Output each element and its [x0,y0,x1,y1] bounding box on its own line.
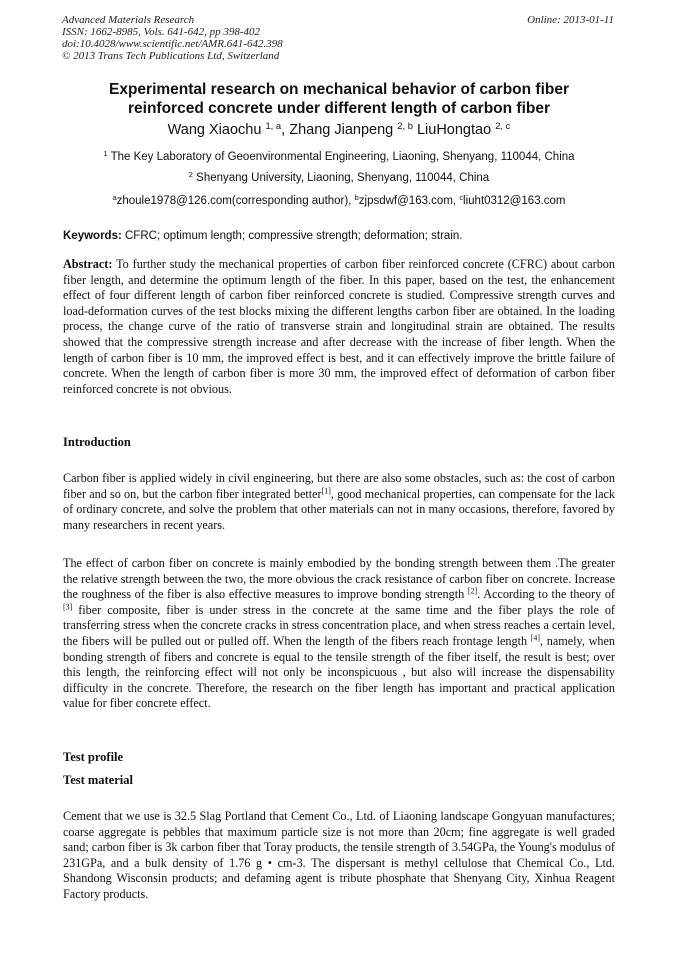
keywords-text: CFRC; optimum length; compressive strength; deformation; strain. [125,230,463,242]
keywords [63,229,615,243]
author-name: Wang Xiaochu [167,122,262,138]
abstract [63,257,615,397]
journal-header [62,14,283,62]
test-material-paragraph: Cement that we use is 32.5 Slag Portland that Cement Co., Ltd. of Liaoning landscape Gongyuan manufactures; coarse aggregate is pebbles that maximum particle size is not more than 20cm; fine aggregate is well graded sand; carbon fiber is 3k carbon fiber that Toray products, the tensile strength of 3.54GPa, the Young's modulus of 231GPa, and a bulk density of 1.76 g • cm-3. The dispersant is methyl cellulose that Chemical Co., Ltd. Shandong Wisconsin products; and defaming agent is tribute phosphate that Shenyang City, Xinhua Reagent Factory products. [63,809,615,901]
citation-ref[interactable]: [4] [530,633,541,643]
abstract-label: Abstract: [63,257,113,271]
author-name: LiuHongtao [416,122,492,138]
author-list [40,121,638,139]
abstract-text: To further study the mechanical properties of carbon fiber reinforced concrete (CFRC) about carbon fiber length, and determine the optimum length of the fiber. In this paper, based on the test, the enhancement effect of four different length of carbon fiber reinforced concrete is studied. Compressive strength curves and load-deformation curves of the test blocks mixing the different lengths carbon fiber are obtained. In the loading process, the change curve of the ratio of transverse strain and longitudinal strain are obtained. The results showed that the compressive strength increase and after decrease with the increase of fiber length. When the length of carbon fiber is 10 mm, the improved effect is best, and it can effectively improve the brittle failure of concrete. When the length of carbon fiber is more 30 mm, the improved effect of deformation of carbon fiber reinforced concrete is not obvious. [63,257,615,396]
issn-line: ISSN: 1662-8985, Vols. 641-642, pp 398-402 [62,26,260,38]
email-sup: b [354,192,359,202]
affiliation-text: Shenyang University, Liaoning, Shenyang, 110044, China [196,172,490,184]
doi-line: doi:10.4028/www.scientific.net/AMR.641-642.398 [62,38,283,50]
affiliation-text: The Key Laboratory of Geoenvironmental Engineering, Liaoning, Shenyang, 110044, China [110,151,575,163]
affiliation-2 [20,171,658,185]
author-sup: 1, a [265,119,282,131]
author-sup: 2, c [495,119,511,131]
title-line-1: Experimental research on mechanical behavior of carbon fiber [109,81,569,98]
author-separator: , [281,122,290,138]
email-address[interactable]: liuht0312@163.com [463,195,566,207]
copyright-line: © 2013 Trans Tech Publications Ltd, Switzerland [62,50,280,62]
intro-paragraph-2 [63,556,615,712]
paragraph-text: , good mechanical properties, can compensate for the lack of ordinary concrete, and solve the problem that other materials can not in many occasions, therefore, favored by many researchers in recent years. [63,486,615,532]
paragraph-text: fiber composite, fiber is under stress in the concrete at the same time and the fiber plays the role of transferring stress when the concrete cracks in stress concentration place, and when stress reaches a certain level, the fibers will be pulled out or pulled off. When the length of the fibers reach frontage length [63,602,615,648]
affiliation-1 [20,150,658,164]
email-sup: c [459,192,464,202]
journal-name: Advanced Materials Research [62,14,195,26]
affiliation-sup: 2 [188,169,193,179]
citation-ref[interactable]: [1] [321,486,331,496]
title-line-2: reinforced concrete under different length of carbon fiber [128,100,550,117]
online-date: Online: 2013-01-11 [527,14,614,26]
keywords-label: Keywords: [63,230,122,242]
paper-title [40,80,638,118]
intro-paragraph-1 [63,471,615,533]
introduction-heading: Introduction [63,435,131,449]
email-sup: a [112,192,117,202]
citation-ref[interactable]: [2] [467,586,478,596]
paragraph-text: , namely, when bonding strength of fibers and concrete is equal to the tensile strength of the fiber itself, the result is best; over this length, the reinforcing effect will not only be inconspicuous , but also will increase the dispensability difficulty in the concrete. Therefore, the research on the fiber length has important and practical application value for fiber concrete effect. [63,633,615,711]
test-material-heading: Test material [63,773,134,787]
email-address[interactable]: zhoule1978@126.com(corresponding author), [116,195,355,207]
email-address[interactable]: zjpsdwf@163.com, [358,195,460,207]
author-name: Zhang Jianpeng [289,122,394,138]
paragraph-text: Carbon fiber is applied widely in civil engineering, but there are also some obstacles, such as: the cost of carbon fiber and so on, but the carbon fiber integrated better [63,471,615,501]
citation-ref[interactable]: [3] [63,602,73,612]
email-line [20,194,658,208]
paragraph-text: The effect of carbon fiber on concrete is mainly embodied by the bonding strength between them .The greater the relative strength between the two, the more obvious the crack resistance of carbon fiber on concrete. Increase the roughness of the fiber is also effective measures to improve bonding strength [63,556,615,602]
author-sup: 2, b [397,119,413,131]
paragraph-text: . According to the theory of [477,587,615,602]
test-profile-heading: Test profile [63,750,124,764]
affiliation-sup: 1 [103,148,108,158]
